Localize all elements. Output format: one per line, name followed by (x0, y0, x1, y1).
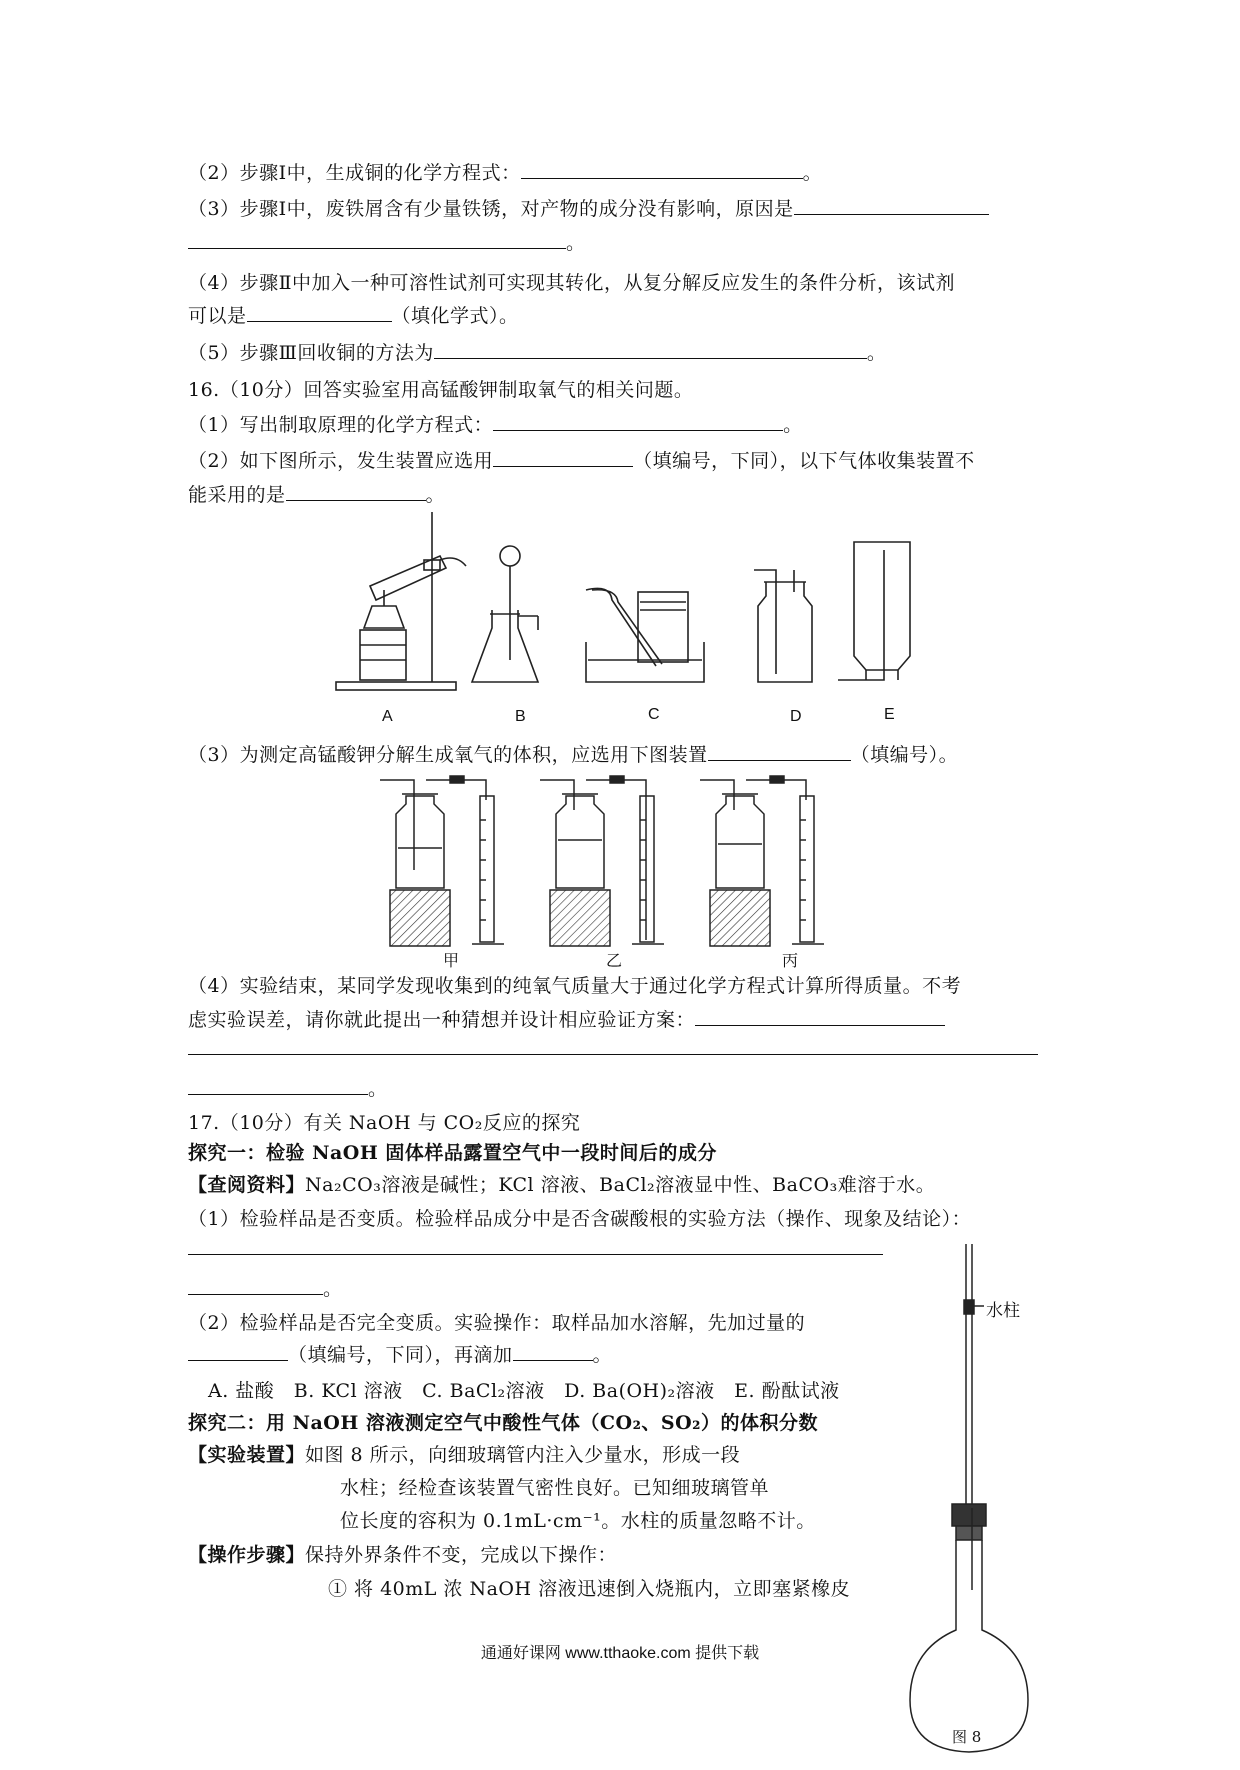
label-bing: 丙 (782, 953, 799, 970)
label-b: B (515, 708, 526, 725)
reference-line: 【查阅资料】Na₂CO₃溶液是碱性；KCl 溶液、BaCl₂溶液显中性、BaCO₃难溶于水。 (188, 1174, 936, 1196)
q15-2-text: （2）步骤Ⅰ中，生成铜的化学方程式： (188, 162, 521, 184)
answer-blank[interactable] (286, 482, 426, 501)
q17-1-line: （1）检验样品是否变质。检验样品成分中是否含碳酸根的实验方法（操作、现象及结论）： (188, 1208, 972, 1230)
explore2-heading: 探究二：用 NaOH 溶液测定空气中酸性气体（CO₂、SO₂）的体积分数 (188, 1412, 818, 1434)
apparatus-b (472, 546, 538, 682)
q16-4-end-line: 。 (188, 1076, 388, 1102)
q17-2-line: （2）检验样品是否完全变质。实验操作：取样品加水溶解，先加过量的 (188, 1312, 806, 1334)
apparatus-c (586, 588, 704, 682)
q15-3-line (188, 196, 989, 222)
q16-1-line: （1）写出制取原理的化学方程式： 。 (188, 414, 803, 436)
q15-3-text: （3）步骤Ⅰ中，废铁屑含有少量铁锈，对产物的成分没有影响，原因是 (188, 198, 794, 220)
q16-heading: 16.（10分）回答实验室用高锰酸钾制取氧气的相关问题。 (188, 379, 694, 401)
measure-figure (380, 770, 880, 950)
answer-blank[interactable] (188, 230, 566, 249)
label-jia: 甲 (443, 953, 460, 970)
label-yi: 乙 (606, 953, 623, 970)
setup-line-3: 位长度的容积为 0.1mL·cm⁻¹。水柱的质量忽略不计。 (340, 1510, 816, 1532)
apparatus-e (838, 542, 910, 680)
answer-blank[interactable] (513, 1342, 593, 1361)
q15-2-line: （2）步骤Ⅰ中，生成铜的化学方程式： 。 (188, 162, 823, 184)
page-footer: 通通好课网 www.tthaoke.com 提供下载 (480, 1645, 760, 1662)
q16-2-line: （2）如下图所示，发生装置应选用 （填编号，下同），以下气体收集装置不 (188, 450, 975, 472)
q17-heading: 17.（10分）有关 NaOH 与 CO₂反应的探究 (188, 1112, 581, 1134)
options-line: A. 盐酸 B. KCl 溶液 C. BaCl₂溶液 D. Ba(OH)₂溶液 E. 酚酞试液 (208, 1380, 840, 1402)
setup-line-1: 【实验装置】如图 8 所示，向细玻璃管内注入少量水，形成一段 (188, 1444, 741, 1466)
label-a: A (382, 708, 393, 725)
label-c: C (648, 706, 660, 723)
fig8-label: 图 8 (952, 1728, 982, 1746)
q16-4-line: （4）实验结束，某同学发现收集到的纯氧气质量大于通过化学方程式计算所得质量。不考 (188, 975, 962, 997)
q16-2-cont-line: 能采用的是 。 (188, 484, 446, 506)
q16-4-cont-line: 虑实验误差，请你就此提出一种猜想并设计相应验证方案： (188, 1007, 945, 1033)
label-d: D (790, 708, 802, 725)
setup-line-2: 水柱；经检查该装置气密性良好。已知细玻璃管单 (340, 1477, 770, 1499)
steps-line-1: 【操作步骤】保持外界条件不变，完成以下操作： (188, 1544, 618, 1566)
answer-blank[interactable] (708, 742, 851, 761)
q15-4-line (188, 270, 955, 296)
measure-bing (700, 776, 824, 946)
water-column-label: 水柱 (986, 1301, 1020, 1321)
measure-jia (380, 776, 504, 946)
answer-blank[interactable] (434, 340, 867, 359)
q15-5-line: （5）步骤Ⅲ回收铜的方法为 。 (188, 342, 887, 364)
answer-blank[interactable] (493, 448, 633, 467)
answer-blank[interactable] (695, 1007, 945, 1026)
answer-blank[interactable] (521, 160, 803, 179)
q17-1-end-line: 。 (188, 1276, 343, 1302)
answer-blank[interactable] (188, 1276, 323, 1295)
answer-blank[interactable] (188, 1076, 368, 1095)
label-e: E (884, 706, 895, 723)
q17-2-cont-line: （填编号，下同），再滴加 。 (188, 1342, 612, 1368)
explore1-heading: 探究一：检验 NaOH 固体样品露置空气中一段时间后的成分 (188, 1142, 717, 1164)
measure-yi (540, 776, 664, 946)
answer-blank[interactable] (493, 412, 783, 431)
q15-3-cont-line: 。 (188, 230, 586, 256)
q15-4-text: （4）步骤Ⅱ中加入一种可溶性试剂可实现其转化，从复分解反应发生的条件分析，该试剂 (188, 272, 956, 294)
answer-blank[interactable] (794, 196, 989, 215)
steps-line-2: ① 将 40mL 浓 NaOH 溶液迅速倒入烧瓶内，立即塞紧橡皮 (328, 1578, 851, 1600)
apparatus-figure (330, 510, 1090, 700)
apparatus-a (336, 512, 466, 690)
q16-3-line: （3）为测定高锰酸钾分解生成氧气的体积，应选用下图装置 （填编号）。 (188, 744, 959, 766)
answer-blank-full[interactable] (188, 1054, 1038, 1055)
answer-blank-full[interactable] (188, 1254, 883, 1255)
answer-blank[interactable] (247, 303, 392, 322)
answer-blank[interactable] (188, 1342, 288, 1361)
q15-4-cont-line: 可以是 （填化学式）。 (188, 305, 519, 327)
